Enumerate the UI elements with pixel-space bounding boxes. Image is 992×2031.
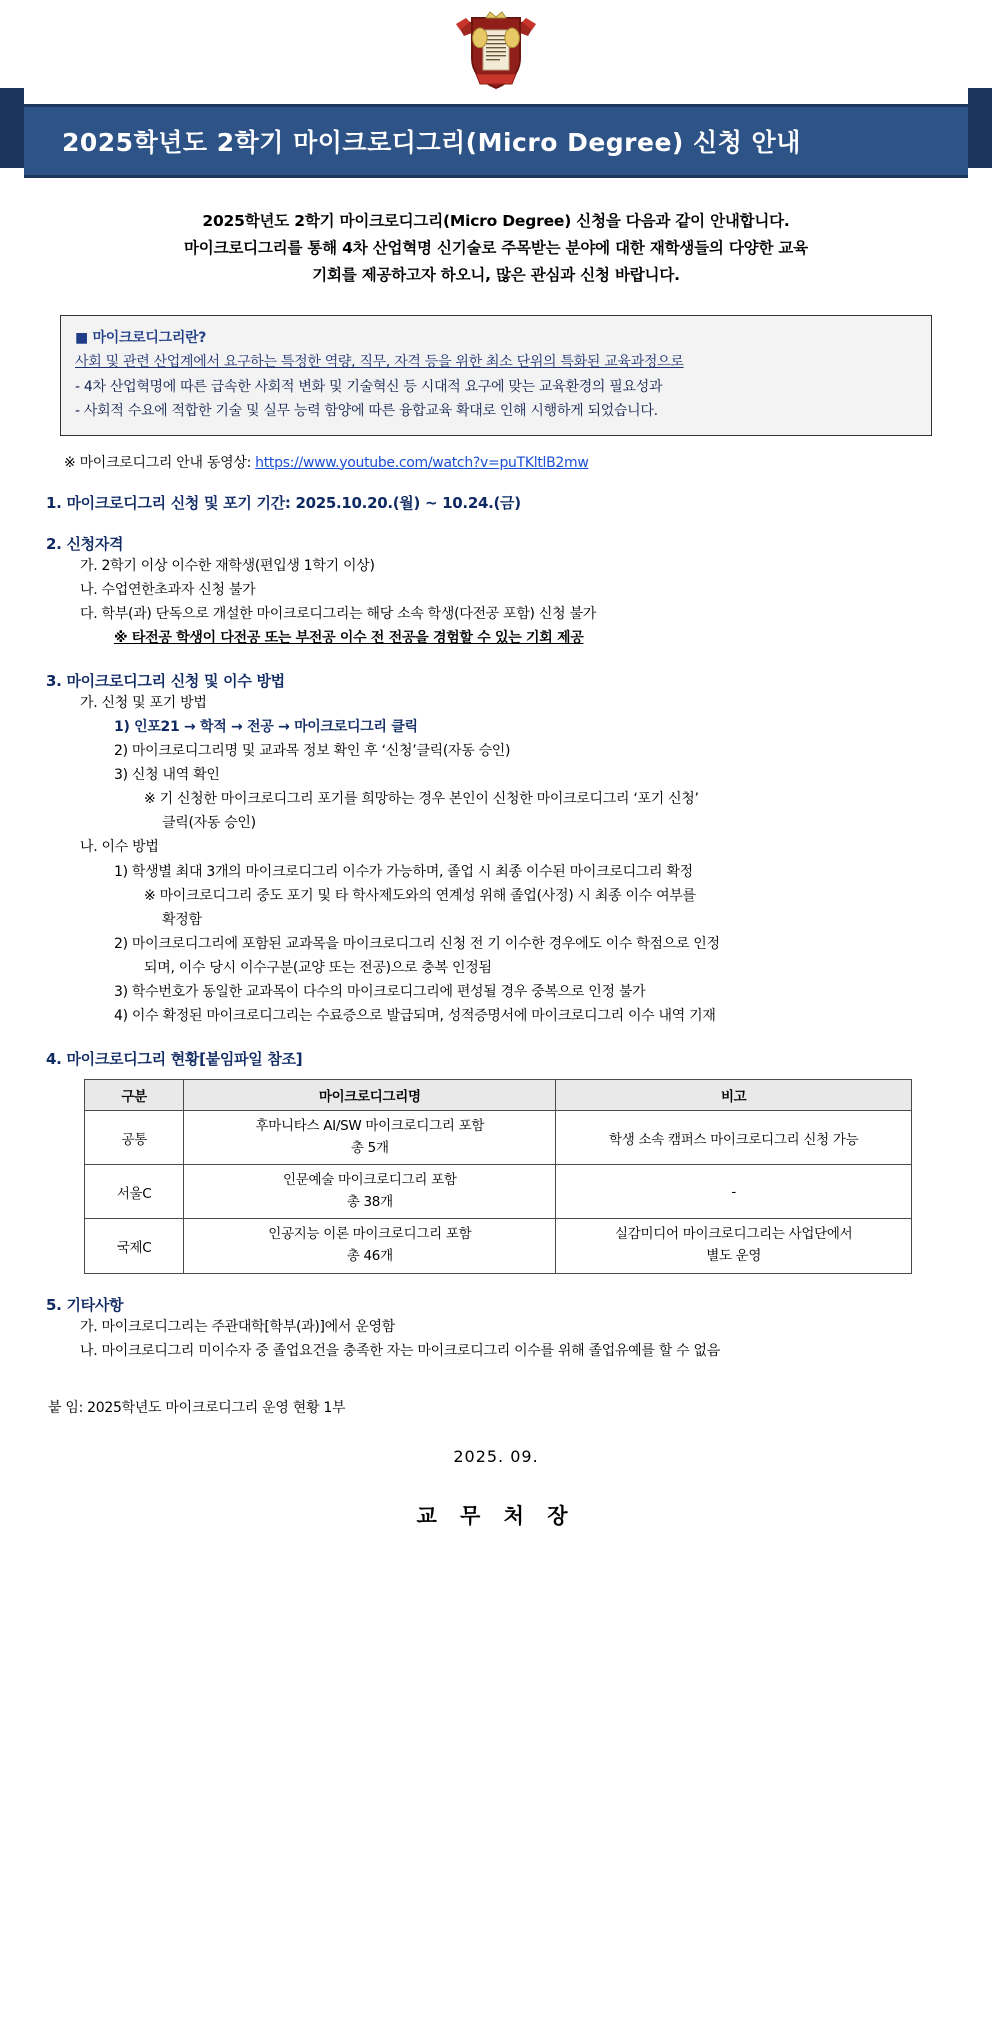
list-note-continued: 클릭(자동 승인) (162, 815, 256, 832)
section-4-heading: 마이크로디그리 현황[붙임파일 참조] (66, 1050, 303, 1069)
section-3-title (46, 670, 952, 691)
section-1 (40, 492, 952, 513)
list-item: 나. 수업연한초과자 신청 불가 (80, 581, 256, 598)
section-3-heading: 마이크로디그리 신청 및 이수 방법 (66, 672, 285, 690)
banner-right-band (968, 88, 992, 168)
list-note: ※ 기 신청한 마이크로디그리 포기를 희망하는 경우 본인이 신청한 마이크로디그리 ‘포기 신청’ (144, 791, 699, 808)
list-item: 2) 마이크로디그리에 포함된 교과목을 마이크로디그리 신청 전 기 이수한 경우에도 이수 학점으로 인정 (114, 935, 720, 952)
table-cell-note: 학생 소속 캠퍼스 마이크로디그리 신청 가능 (556, 1111, 912, 1165)
issue-date: 2025. 09. (453, 1446, 539, 1466)
definition-heading: ■ 마이크로디그리란? (75, 330, 207, 347)
table-cell-name (184, 1111, 556, 1165)
table-cell-note-line2: 별도 운영 (706, 1248, 762, 1265)
section-4-title (46, 1048, 952, 1069)
list-note-continued: 확정함 (162, 911, 202, 928)
table-cell-name-line2: 총 38개 (346, 1193, 393, 1210)
list-item: 3) 학수번호가 동일한 교과목이 다수의 마이크로디그리에 편성될 경우 중복으로 인정 불가 (114, 983, 646, 1000)
table-row (85, 1165, 912, 1219)
table-header-cell: 마이크로디그리명 (184, 1080, 556, 1111)
video-link-row (64, 452, 928, 472)
intro-paragraph (40, 208, 952, 289)
list-note: ※ 마이크로디그리 중도 포기 및 타 학사제도와의 연계성 위해 졸업(사정) 시 최종 이수 여부를 (144, 887, 696, 904)
banner-left-band (0, 88, 24, 168)
list-item: 3) 신청 내역 확인 (114, 767, 220, 784)
table-cell-name-line2: 총 46개 (346, 1248, 393, 1265)
section-1-title (46, 492, 952, 513)
table-header-row (85, 1080, 912, 1111)
table-cell-group: 국제C (85, 1219, 184, 1273)
bottom-spacer (40, 1530, 952, 1600)
intro-line-3: 기회를 제공하고자 하오니, 많은 관심과 신청 바랍니다. (312, 266, 680, 285)
video-link[interactable]: https://www.youtube.com/watch?v=puTKltlB2mw (255, 454, 589, 471)
list-item: 나. 이수 방법 (80, 839, 159, 856)
document-body (0, 208, 992, 1600)
table-cell-note-line1: 실감미디어 마이크로디그리는 사업단에서 (615, 1226, 853, 1243)
section-4-number: 4. (46, 1050, 62, 1069)
definition-box (60, 315, 932, 435)
section-2-number: 2. (46, 534, 62, 553)
table-cell-name (184, 1165, 556, 1219)
table-header-cell: 비고 (556, 1080, 912, 1111)
definition-line-2: - 4차 산업혁명에 따른 급속한 사회적 변화 및 기술혁신 등 시대적 요구에 맞는 교육환경의 필요성과 (75, 378, 663, 395)
status-table-container (84, 1079, 912, 1274)
list-item: 가. 신청 및 포기 방법 (80, 695, 207, 711)
table-cell-name-line1: 인문예술 마이크로디그리 포함 (282, 1172, 457, 1189)
university-crest-icon (450, 8, 542, 92)
title-banner (24, 104, 968, 178)
list-item: 1) 학생별 최대 3개의 마이크로디그리 이수가 가능하며, 졸업 시 최종 이수된 마이크로디그리 확정 (114, 863, 693, 880)
list-item-continued: 되며, 이수 당시 이수구분(교양 또는 전공)으로 충복 인정됨 (144, 959, 492, 976)
section-2-title (46, 533, 952, 554)
section-4 (40, 1048, 952, 1069)
table-cell-name (184, 1219, 556, 1273)
table-cell-name-line1: 인공지능 이론 마이크로디그리 포함 (268, 1226, 472, 1243)
section-2-heading: 신청자격 (66, 534, 124, 553)
table-cell-group: 공통 (85, 1111, 184, 1165)
table-header-cell: 구분 (85, 1080, 184, 1111)
section-1-heading: 마이크로디그리 신청 및 포기 기간: 2025.10.20.(월) ~ 10.24.(금) (66, 493, 521, 512)
list-item: 나. 마이크로디그리 미이수자 중 졸업요건을 충족한 자는 마이크로디그리 이수를 위해 졸업유예를 할 수 없음 (80, 1342, 720, 1359)
table-cell-note: - (556, 1165, 912, 1219)
list-item-emphasis: ※ 타전공 학생이 다전공 또는 부전공 이수 전 전공을 경험할 수 있는 기회 제공 (114, 629, 584, 646)
video-label: ※ 마이크로디그리 안내 동영상: (64, 454, 251, 471)
table-cell-name-line1: 후마니타스 AI/SW 마이크로디그리 포함 (255, 1118, 485, 1135)
section-1-number: 1. (46, 493, 62, 512)
intro-line-1: 2025학년도 2학기 마이크로디그리(Micro Degree) 신청을 다음과 같이 안내합니다. (202, 212, 790, 230)
section-3 (40, 670, 952, 1028)
table-cell-name-line2: 총 5개 (350, 1139, 389, 1156)
list-item: 가. 마이크로디그리는 주관대학[학부(과)]에서 운영함 (80, 1318, 395, 1335)
table-cell-group: 서울C (85, 1165, 184, 1219)
section-5 (40, 1294, 952, 1363)
section-5-title (46, 1294, 952, 1315)
section-5-heading: 기타사항 (66, 1295, 124, 1314)
section-2 (40, 533, 952, 650)
intro-line-2: 마이크로디그리를 통해 4차 산업혁명 신기술로 주목받는 분야에 대한 재학생들의 다양한 교육 (184, 239, 808, 258)
emblem-container (0, 0, 992, 98)
list-item: 4) 이수 확정된 마이크로디그리는 수료증으로 발급되며, 성적증명서에 마이크로디그리 이수 내역 기재 (114, 1008, 716, 1025)
attachment-line: 붙 임: 2025학년도 마이크로디그리 운영 현황 1부 (48, 1399, 346, 1416)
list-item: 2) 마이크로디그리명 및 교과목 정보 확인 후 ‘신청’클릭(자동 승인) (114, 743, 511, 760)
signer-title: 교 무 처 장 (416, 1503, 576, 1528)
list-item-path: 1) 인포21 → 학적 → 전공 → 마이크로디그리 클릭 (114, 719, 418, 736)
table-row (85, 1111, 912, 1165)
table-row (85, 1219, 912, 1273)
table-cell-note (556, 1219, 912, 1273)
list-item: 다. 학부(과) 단독으로 개설한 마이크로디그리는 해당 소속 학생(다전공 포함) 신청 불가 (80, 605, 596, 622)
section-3-number: 3. (46, 672, 62, 690)
definition-line-3: - 사회적 수요에 적합한 기술 및 실무 능력 함양에 따른 융합교육 확대로 인해 시행하게 되었습니다. (75, 402, 658, 419)
section-5-number: 5. (46, 1295, 62, 1314)
page-title: 2025학년도 2학기 마이크로디그리(Micro Degree) 신청 안내 (62, 128, 801, 157)
list-item: 가. 2학기 이상 이수한 재학생(편입생 1학기 이상) (80, 557, 375, 574)
micro-degree-status-table (84, 1079, 912, 1274)
definition-line-1: 사회 및 관련 산업계에서 요구하는 특정한 역량, 직무, 자격 등을 위한 최소 단위의 특화된 교육과정으로 (75, 354, 684, 371)
